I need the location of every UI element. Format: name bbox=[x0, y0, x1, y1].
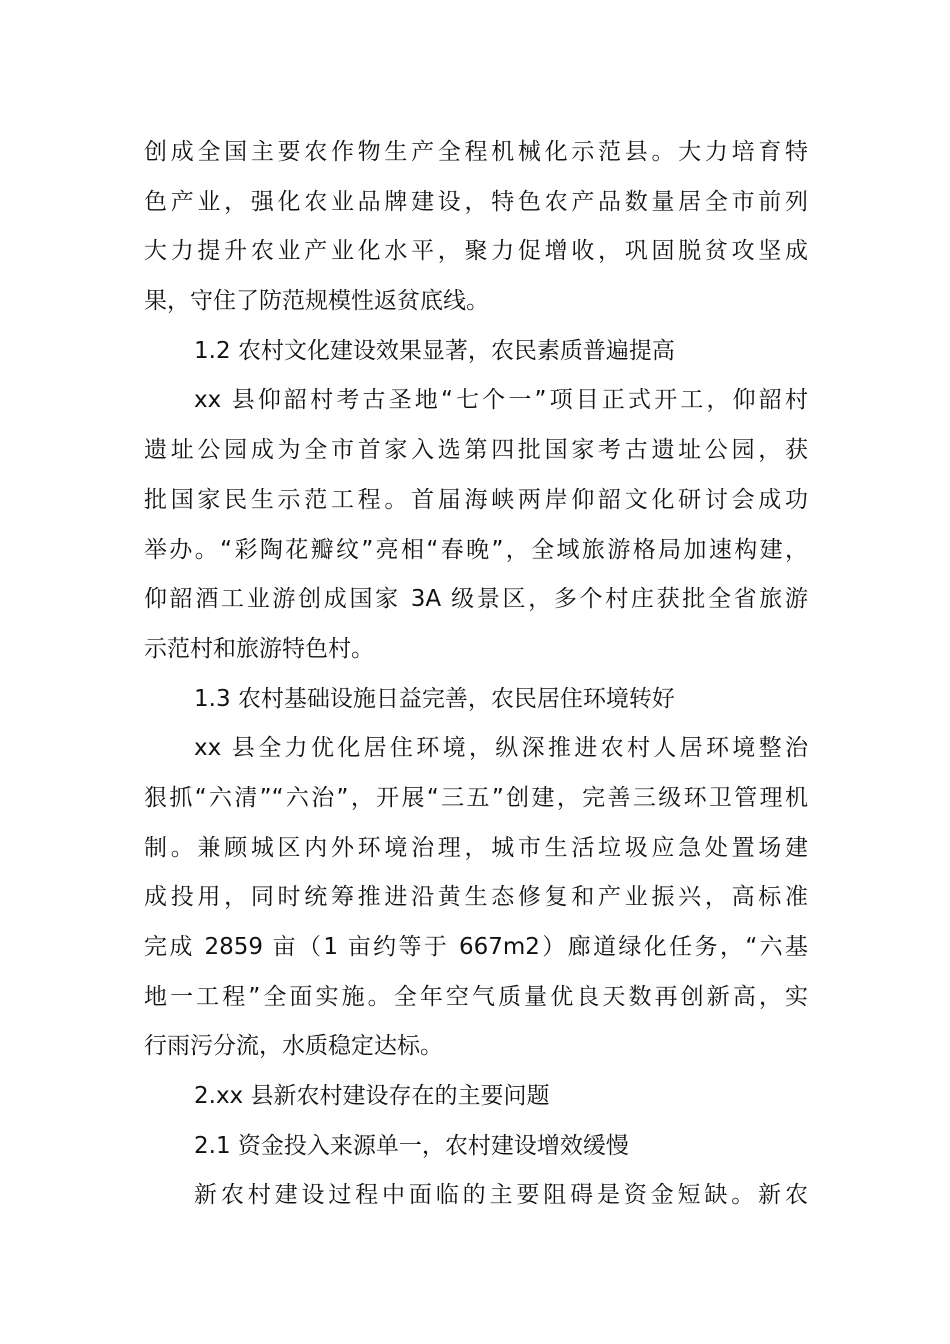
body-text-line: 批国家民生示范工程。首届海峡两岸仰韶文化研讨会成功 bbox=[144, 486, 808, 513]
body-text-line: 地一工程”全面实施。全年空气质量优良天数再创新高，实 bbox=[144, 983, 808, 1010]
body-text-line: xx 县全力优化居住环境，纵深推进农村人居环境整治 bbox=[194, 735, 808, 762]
body-text-line: 大力提升农业产业化水平，聚力促增收，巩固脱贫攻坚成 bbox=[144, 238, 808, 265]
body-text-line: 狠抓“六清”“六治”，开展“三五”创建，完善三级环卫管理机 bbox=[144, 784, 808, 811]
body-text-line: 色产业，强化农业品牌建设，特色农产品数量居全市前列 bbox=[144, 188, 808, 215]
section-heading-1-3: 1.3 农村基础设施日益完善，农民居住环境转好 bbox=[194, 685, 675, 712]
body-text-line: 果，守住了防范规模性返贫底线。 bbox=[144, 288, 489, 315]
body-text-line: 成投用，同时统筹推进沿黄生态修复和产业振兴，高标准 bbox=[144, 884, 808, 911]
body-text-line: 完成 2859 亩（1 亩约等于 667m2）廊道绿化任务，“六基 bbox=[144, 934, 808, 960]
section-heading-2-1: 2.1 资金投入来源单一，农村建设增效缓慢 bbox=[194, 1132, 629, 1159]
body-text-line: 示范村和旅游特色村。 bbox=[144, 635, 374, 662]
body-text-line: 行雨污分流，水质稳定达标。 bbox=[144, 1033, 443, 1060]
body-text-line: 制。兼顾城区内外环境治理，城市生活垃圾应急处置场建 bbox=[144, 834, 808, 861]
section-heading-2: 2.xx 县新农村建设存在的主要问题 bbox=[194, 1083, 550, 1110]
body-text-line: 仰韶酒工业游创成国家 3A 级景区，多个村庄获批全省旅游 bbox=[144, 586, 808, 613]
document-body bbox=[144, 128, 808, 1221]
body-text-line: xx 县仰韶村考古圣地“七个一”项目正式开工，仰韶村 bbox=[194, 387, 808, 414]
section-heading-1-2: 1.2 农村文化建设效果显著，农民素质普遍提高 bbox=[194, 337, 675, 364]
body-text-line: 遗址公园成为全市首家入选第四批国家考古遗址公园，获 bbox=[144, 437, 808, 464]
body-text-line: 新农村建设过程中面临的主要阻碍是资金短缺。新农 bbox=[194, 1182, 808, 1209]
body-text-line: 举办。“彩陶花瓣纹”亮相“春晚”，全域旅游格局加速构建， bbox=[144, 536, 808, 563]
body-text-line: 创成全国主要农作物生产全程机械化示范县。大力培育特 bbox=[144, 139, 808, 165]
